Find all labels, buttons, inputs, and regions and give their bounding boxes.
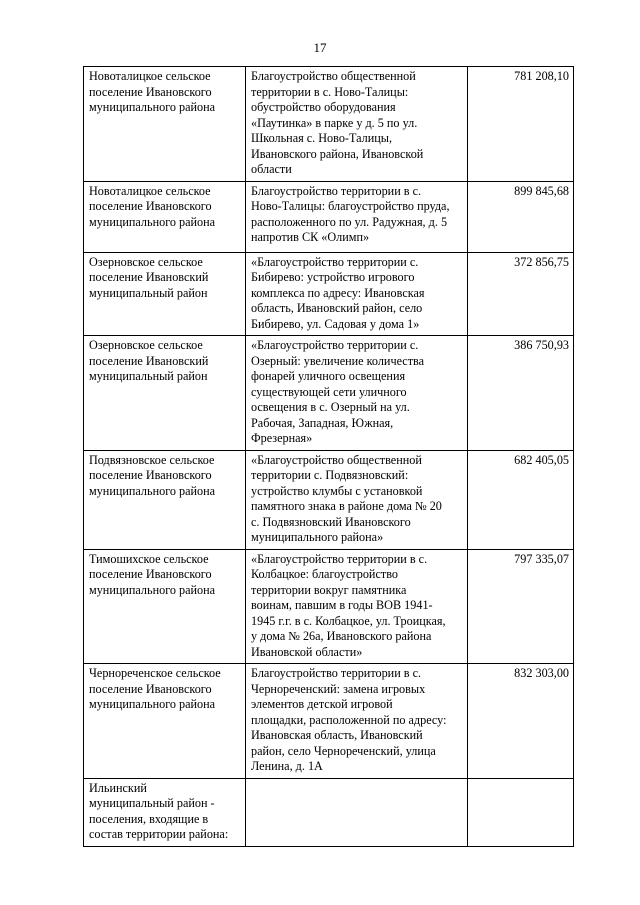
municipality-text: Ильинский муниципальный район - поселения, входящие в состав территории района:	[89, 780, 229, 841]
project-cell	[246, 549, 468, 664]
municipality-cell	[84, 450, 246, 549]
amount-cell	[468, 336, 574, 451]
project-text: «Благоустройство территории с. Бибирево: устройство игрового комплекса по адресу: Ивановская область, Ивановский район, село Бибирево, ул. Садовая у дома 1»	[251, 254, 425, 331]
amount-cell	[468, 778, 574, 846]
amount-text: 899 845,68	[514, 183, 569, 198]
table-row	[84, 778, 574, 846]
table-row	[84, 664, 574, 779]
amount-cell	[468, 67, 574, 182]
amount-cell	[468, 181, 574, 252]
municipality-text: Озерновское сельское поселение Ивановский муниципальный район	[89, 338, 209, 383]
project-cell	[246, 252, 468, 336]
project-text: Благоустройство общественной территории в с. Ново-Талицы: обустройство оборудования «Паутинка» в парке у д. 5 по ул. Школьная с. Ново-Талицы, Ивановского района, Ивановской области	[251, 69, 424, 176]
municipality-text: Подвязновское сельское поселение Ивановского муниципального района	[89, 452, 216, 498]
project-text: Благоустройство территории в с. Чернореченский: замена игровых элементов детской игровой площадки, расположенной по адресу: Ивановская область, Ивановский район, село Чернореченский, улица Ленина, д. 1А	[251, 666, 447, 773]
amount-cell	[468, 664, 574, 779]
amount-text: 832 303,00	[514, 666, 569, 680]
project-cell	[246, 181, 468, 252]
amount-text: 682 405,05	[514, 452, 569, 467]
amount-cell	[468, 252, 574, 336]
project-cell	[246, 664, 468, 779]
funding-table	[83, 66, 574, 847]
municipality-cell	[84, 181, 246, 252]
page-number: 17	[313, 40, 327, 55]
amount-cell	[468, 549, 574, 664]
amount-text: 781 208,10	[514, 69, 569, 83]
municipality-cell	[84, 252, 246, 336]
project-cell	[246, 336, 468, 451]
project-cell	[246, 778, 468, 846]
amount-cell	[468, 450, 574, 549]
table-row	[84, 549, 574, 664]
table-row	[84, 252, 574, 336]
amount-text: 797 335,07	[514, 551, 569, 566]
project-text: Благоустройство территории в с. Ново-Талицы: благоустройство пруда, расположенного по ул. Радужная, д. 5 напротив СК «Олимп»	[251, 183, 450, 244]
project-text: «Благоустройство территории в с. Колбацкое: благоустройство территории вокруг памятника воинам, павшим в годы ВОВ 1941- 1945 г.г. в с. Колбацкое, ул. Троицкая, у дома № 26а, Ивановского района Ивановской области»	[251, 551, 446, 659]
amount-text: 372 856,75	[514, 254, 569, 269]
municipality-text: Тимошихское сельское поселение Ивановского муниципального района	[89, 551, 216, 597]
amount-text: 386 750,93	[514, 338, 569, 352]
table-row	[84, 336, 574, 451]
municipality-text: Новоталицкое сельское поселение Ивановского муниципального района	[89, 183, 216, 229]
municipality-cell	[84, 778, 246, 846]
municipality-cell	[84, 67, 246, 182]
municipality-cell	[84, 664, 246, 779]
table-row	[84, 67, 574, 182]
municipality-text: Новоталицкое сельское поселение Ивановского муниципального района	[89, 69, 216, 114]
municipality-cell	[84, 549, 246, 664]
municipality-text: Чернореченское сельское поселение Ивановского муниципального района	[89, 666, 221, 711]
municipality-cell	[84, 336, 246, 451]
project-text: «Благоустройство общественной территории с. Подвязновский: устройство клумбы с установкой памятного знака в районе дома № 20 с. Подвязновский Ивановского муниципального района»	[251, 452, 442, 544]
municipality-text: Озерновское сельское поселение Ивановский муниципальный район	[89, 254, 209, 300]
project-cell	[246, 67, 468, 182]
table-row	[84, 181, 574, 252]
project-text: «Благоустройство территории с. Озерный: увеличение количества фонарей уличного освещения существующей сети уличного освещения в с. Озерный на ул. Рабочая, Западная, Южная, Фрезерная»	[251, 338, 425, 445]
project-cell	[246, 450, 468, 549]
table-row	[84, 450, 574, 549]
